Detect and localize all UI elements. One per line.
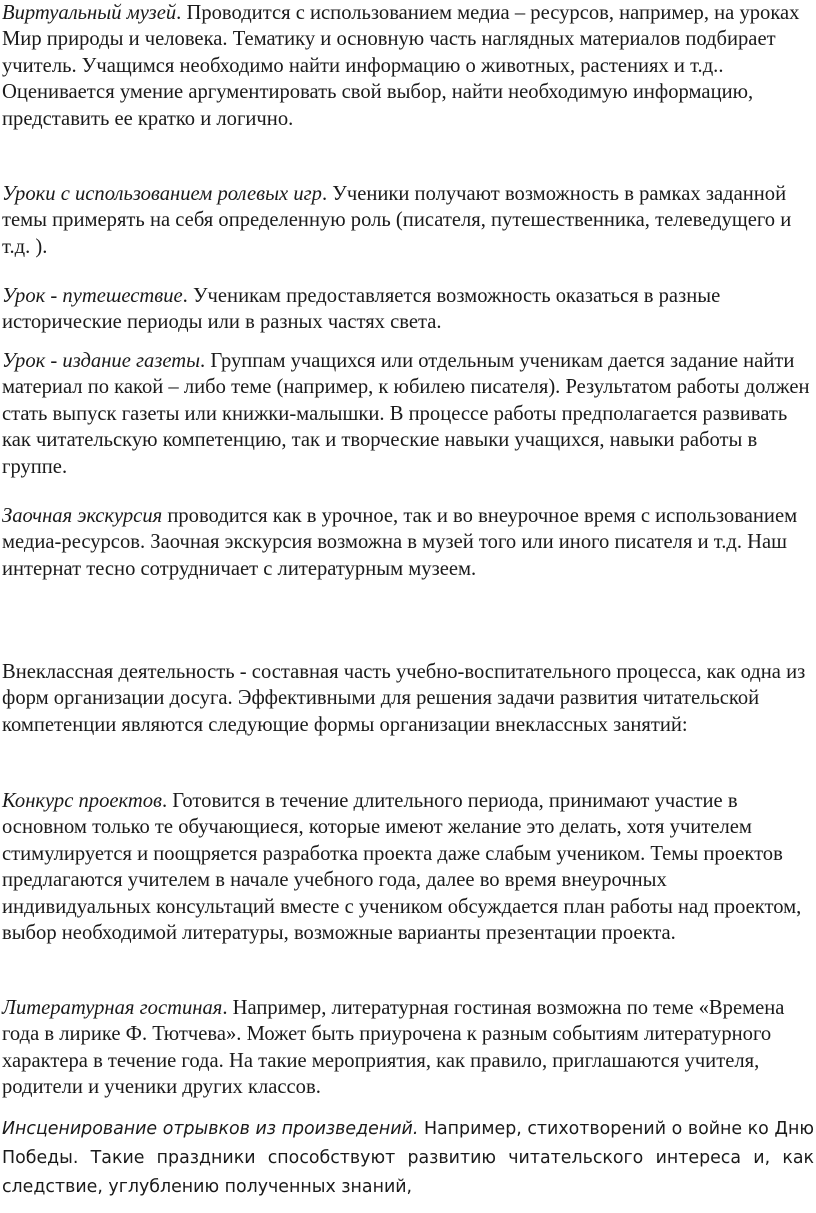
body-literary-salon: . Например, литературная гостиная возможна по теме «Времена года в лирике Ф. Тютчева». Может быть приурочена к разным событиям литературного характера в течение года. На такие мероприятия, как правило, приглашаются учителя, родители и ученики других классов. <box>2 997 785 1099</box>
body-project-contest: . Готовится в течение длительного периода, принимают участие в основном только те обучающиеся, которые имеют желание это делать, хотя учителем стимулируется и поощряется разработка проекта даже слабым учеником. Темы проектов предлагаются учителем в начале учебного года, далее во время внеурочных индивидуальных консультаций вместе с учеником обсуждается план работы над проектом, выбор необходимой литературы, возможные варианты презентации проекта. <box>2 790 802 945</box>
term-virtual-excursion: Заочная экскурсия <box>2 505 163 527</box>
term-virtual-museum: Виртуальный музей <box>2 2 177 24</box>
paragraph-project-contest <box>2 788 814 946</box>
body-virtual-excursion: проводится как в урочное, так и во внеурочное время с использованием медиа-ресурсов. Заочная экскурсия возможна в музей того или иного писателя и т.д. Наш интернат тесно сотрудничает с литературным музеем. <box>2 505 798 580</box>
term-newspaper-lesson: Урок - издание газеты <box>2 350 201 372</box>
paragraph-newspaper-lesson <box>2 348 814 480</box>
paragraph-literary-salon <box>2 995 814 1101</box>
paragraph-staging <box>2 1115 814 1202</box>
body-staging: Например, стихотворений о войне ко Дню Победы. Такие праздники способствуют развитию читательского интереса и, как следствие, углублению полученных знаний, <box>2 1119 814 1197</box>
body-virtual-museum: . Проводится с использованием медиа – ресурсов, например, на уроках Мир природы и человека. Тематику и основную часть наглядных материалов подбирает учитель. Учащимся необходимо найти информацию о животных, растениях и т.д.. Оценивается умение аргументировать свой выбор, найти необходимую информацию, представить ее кратко и логично. <box>2 2 800 130</box>
body-newspaper-lesson: . Группам учащихся или отдельным ученикам дается задание найти материал по какой – либо теме (например, к юбилею писателя). Результатом работы должен стать выпуск газеты или книжки-малышки. В процессе работы предполагается развивать как читательскую компетенцию, так и творческие навыки учащихся, навыки работы в группе. <box>2 350 810 478</box>
paragraph-staging-wrapper <box>2 1115 814 1213</box>
paragraph-virtual-excursion <box>2 503 814 582</box>
term-project-contest: Конкурс проектов <box>2 790 162 812</box>
paragraph-virtual-museum <box>2 0 814 132</box>
term-literary-salon: Литературная гостиная <box>2 997 223 1019</box>
term-lesson-journey: Урок - путешествие <box>2 285 183 307</box>
paragraph-lesson-journey <box>2 283 814 336</box>
body-role-games: . Ученики получают возможность в рамках заданной темы примерять на себя определенную роль (писателя, путешественника, телеведущего и т.д. ). <box>2 183 792 258</box>
body-lesson-journey: . Ученикам предоставляется возможность оказаться в разные исторические периоды или в разных частях света. <box>2 285 721 334</box>
term-staging: Инсценирование отрывков из произведений. <box>2 1119 419 1139</box>
paragraph-extracurricular <box>2 659 814 738</box>
paragraph-role-games <box>2 181 814 260</box>
body-extracurricular: Внеклассная деятельность - составная часть учебно-воспитательного процесса, как одна из форм организации досуга. Эффективными для решения задачи развития читательской компетенции являются следующие формы организации внеклассных занятий: <box>2 661 806 736</box>
term-role-games: Уроки с использованием ролевых игр <box>2 183 322 205</box>
